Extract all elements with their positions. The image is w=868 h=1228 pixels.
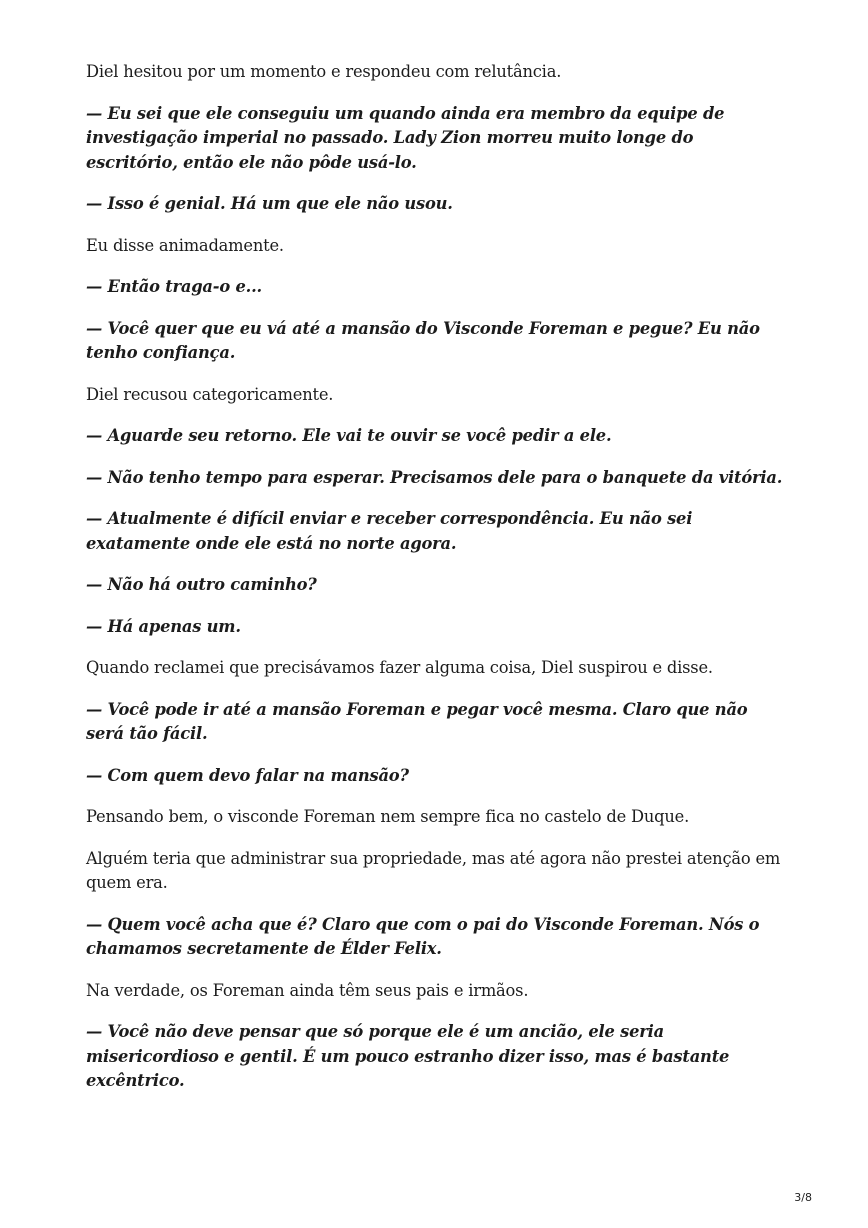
paragraph-dialogue: — Você pode ir até a mansão Foreman e pegar você mesma. Claro que não será tão fácil. (86, 699, 748, 743)
paragraph-narration: Pensando bem, o visconde Foreman nem sempre fica no castelo de Duque. (86, 807, 690, 826)
paragraph-narration: Na verdade, os Foreman ainda têm seus pais e irmãos. (86, 980, 529, 1000)
paragraph-dialogue: — Isso é genial. Há um que ele não usou. (86, 194, 453, 213)
paragraph-narration: Quando reclamei que precisávamos fazer alguma coisa, Diel suspirou e disse. (86, 658, 713, 677)
paragraph-dialogue: — Então traga-o e... (86, 277, 263, 296)
paragraph-narration: Alguém teria que administrar sua propriedade, mas até agora não prestei atenção em quem era. (86, 848, 781, 892)
page-number: 3/8 (794, 1191, 812, 1204)
paragraph-dialogue: — Você não deve pensar que só porque ele é um ancião, ele seria misericordioso e gentil. É um pouco estranho dizer isso, mas é bastante excêntrico. (86, 1022, 730, 1090)
document-page (86, 60, 786, 1111)
paragraph-dialogue: — Você quer que eu vá até a mansão do Visconde Foreman e pegue? Eu não tenho confiança. (86, 318, 760, 362)
paragraph-narration: Eu disse animadamente. (86, 235, 284, 255)
paragraph-narration: Diel hesitou por um momento e respondeu com relutância. (86, 62, 562, 81)
paragraph-dialogue: — Não há outro caminho? (86, 575, 317, 594)
paragraph-dialogue: — Há apenas um. (86, 616, 241, 636)
paragraph-dialogue: — Quem você acha que é? Claro que com o pai do Visconde Foreman. Nós o chamamos secretamente de Élder Felix. (86, 914, 760, 958)
paragraph-dialogue: — Não tenho tempo para esperar. Precisamos dele para o banquete da vitória. (86, 467, 783, 487)
paragraph-dialogue: — Com quem devo falar na mansão? (86, 765, 409, 785)
paragraph-narration: Diel recusou categoricamente. (86, 384, 334, 404)
paragraph-dialogue: — Eu sei que ele conseguiu um quando ainda era membro da equipe de investigação imperial no passado. Lady Zion morreu muito longe do escritório, então ele não pôde usá-lo. (86, 103, 725, 172)
paragraph-dialogue: — Atualmente é difícil enviar e receber correspondência. Eu não sei exatamente onde ele está no norte agora. (86, 509, 693, 553)
paragraph-dialogue: — Aguarde seu retorno. Ele vai te ouvir se você pedir a ele. (86, 426, 612, 445)
